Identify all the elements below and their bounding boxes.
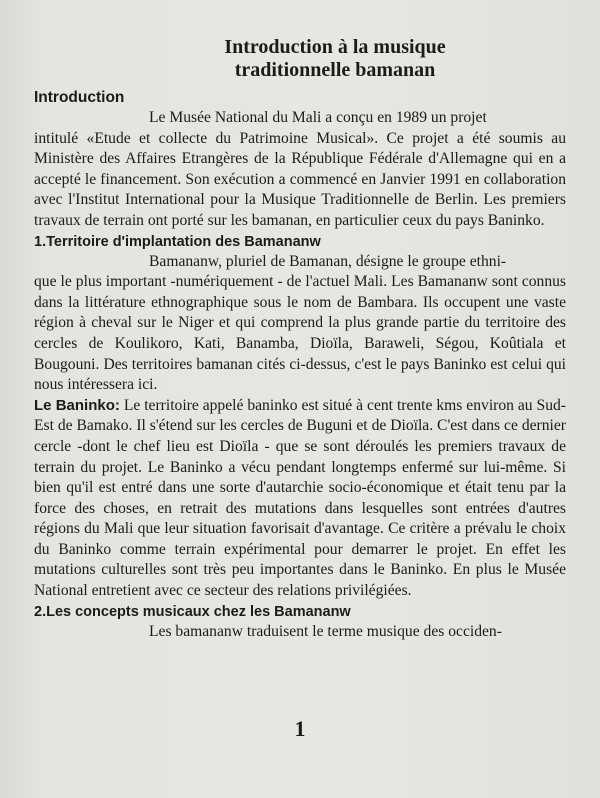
section-1-paragraph-text: que le plus important -numériquement - de l'actuel Mali. Les Bamananw sont connus dans la littérature ethnographique sous le nom de Bambara. Ils occupent une vaste région à cheval sur le Niger et qui comprend la plus grande partie du territoire des cercles de Koulikoro, Kati, Banamba, Dioïla, Baraweli, Ségou, Koûtiala et Bougouni. Des territoires bamanan cités ci-dessus, c'est le pays Baninko est celui qui nous intéressera ici. bbox=[34, 273, 566, 394]
document-title bbox=[34, 36, 566, 82]
section-1-heading: 1.Territoire d'implantation des Bamananw bbox=[34, 233, 321, 250]
page-number: 1 bbox=[294, 716, 306, 741]
title-line-1: Introduction à la musique bbox=[224, 36, 446, 58]
intro-paragraph bbox=[34, 108, 566, 232]
intro-paragraph-text: intitulé «Etude et collecte du Patrimoine Musical». Ce projet a été soumis au Ministère des Affaires Etrangères de la République Fédérale d'Allemagne qui en a accepté le financement. Son exécution a commencé en Janvier 1991 en collaboration avec l'Institut International pour la Musique Traditionnelle de Berlin. Les premiers travaux de terrain ont porté sur les bamanan, en particulier ceux du pays Baninko. bbox=[34, 129, 566, 229]
intro-heading: Introduction bbox=[34, 89, 125, 106]
section-2-first-line: Les bamananw traduisent le terme musique des occiden- bbox=[149, 622, 502, 640]
intro-first-line: Le Musée National du Mali a conçu en 1989 un projet bbox=[149, 109, 487, 126]
section-2-heading: 2.Les concepts musicaux chez les Bamananw bbox=[34, 603, 351, 620]
document-body bbox=[34, 36, 566, 642]
title-line-2: traditionnelle bamanan bbox=[234, 59, 436, 81]
baninko-label: Le Baninko: bbox=[34, 396, 120, 414]
baninko-paragraph-text: Le territoire appelé baninko est situé à cent trente kms environ au Sud-Est de Bamako. Il s'étend sur les cercles de Buguni et de Dioïla. C'est dans ce dernier cercle -dont le chef lieu est Dioïla - que se sont déroulés les premiers travaux de terrain du projet. Le Baninko a vécu pendant longtemps enfermé sur lui-même. Si bien qu'il est entré dans une sorte d'autarchie socio-économique et était tenu par la force des choses, en retrait des mutations dans lesquelles sont entrées d'autres régions du Mali que leur situation favorisait d'avantage. Ce critère a prévalu le choix du Baninko comme terrain expérimental pour demarrer le projet. En effet les mutations culturelles sont très peu importantes dans le Baninko. En plus le Musée National entretient avec ce secteur des relations privilégiées. bbox=[34, 396, 566, 600]
section-1-first-line: Bamananw, pluriel de Bamanan, désigne le groupe ethni- bbox=[149, 252, 507, 270]
section-2-paragraph bbox=[34, 622, 566, 643]
baninko-paragraph bbox=[34, 396, 566, 602]
section-1-paragraph bbox=[34, 252, 566, 396]
